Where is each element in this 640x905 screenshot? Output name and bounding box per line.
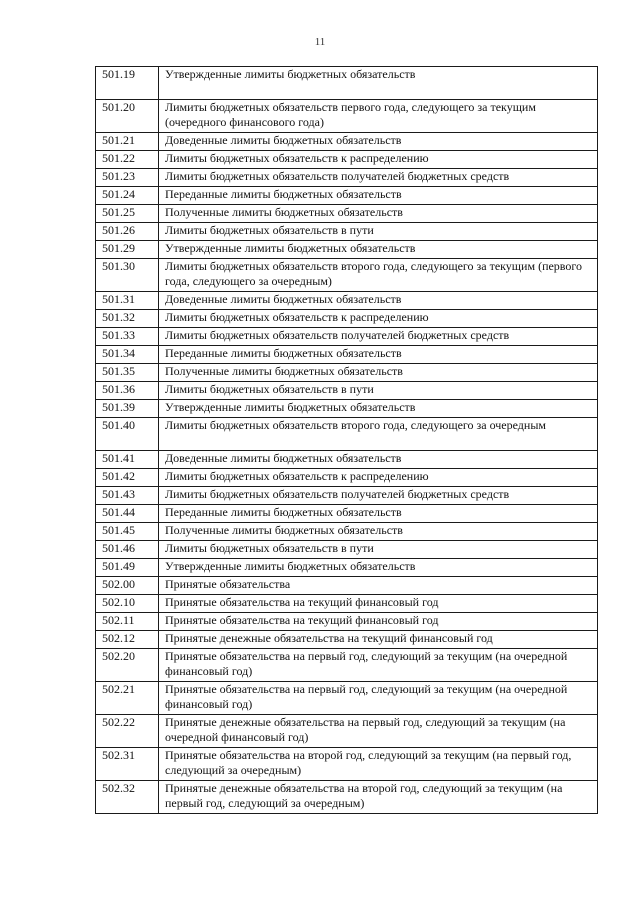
table-row [96,223,598,241]
account-code: 502.21 [96,682,159,715]
account-description: Принятые обязательства [159,577,598,595]
account-description: Лимиты бюджетных обязательств в пути [159,541,598,559]
table-row [96,241,598,259]
table-row [96,418,598,451]
table-row [96,187,598,205]
account-description: Принятые обязательства на первый год, следующий за текущим (на очередной финансовый год) [159,682,598,715]
table-row [96,541,598,559]
table-row [96,505,598,523]
account-code: 502.00 [96,577,159,595]
account-code: 502.31 [96,748,159,781]
account-code: 501.22 [96,151,159,169]
account-description: Утвержденные лимиты бюджетных обязательств [159,67,598,100]
table-row [96,613,598,631]
account-code: 501.42 [96,469,159,487]
account-code: 501.19 [96,67,159,100]
account-code: 501.49 [96,559,159,577]
account-description: Лимиты бюджетных обязательств получателей бюджетных средств [159,328,598,346]
table-row [96,67,598,100]
account-description: Лимиты бюджетных обязательств к распределению [159,310,598,328]
table-row [96,400,598,418]
account-code: 501.21 [96,133,159,151]
account-code: 501.31 [96,292,159,310]
account-code: 502.20 [96,649,159,682]
account-code: 501.43 [96,487,159,505]
table-row [96,151,598,169]
table-row [96,649,598,682]
table-row [96,577,598,595]
table-row [96,523,598,541]
table-row [96,292,598,310]
table-row [96,487,598,505]
table-row [96,328,598,346]
account-description: Лимиты бюджетных обязательств получателей бюджетных средств [159,487,598,505]
table-row [96,631,598,649]
account-code: 502.32 [96,781,159,814]
account-code: 501.24 [96,187,159,205]
account-code: 501.29 [96,241,159,259]
account-description: Переданные лимиты бюджетных обязательств [159,505,598,523]
account-code: 501.32 [96,310,159,328]
table-row [96,346,598,364]
account-description: Лимиты бюджетных обязательств к распределению [159,151,598,169]
account-description: Лимиты бюджетных обязательств второго года, следующего за очередным [159,418,598,451]
account-description: Полученные лимиты бюджетных обязательств [159,364,598,382]
table-row [96,682,598,715]
account-description: Принятые обязательства на текущий финансовый год [159,613,598,631]
page-number: 11 [314,36,326,48]
account-description: Утвержденные лимиты бюджетных обязательств [159,241,598,259]
account-description: Принятые денежные обязательства на текущий финансовый год [159,631,598,649]
account-code: 501.35 [96,364,159,382]
table-row [96,100,598,133]
account-code: 501.30 [96,259,159,292]
table-row [96,451,598,469]
table-row [96,595,598,613]
account-code: 502.11 [96,613,159,631]
account-description: Лимиты бюджетных обязательств в пути [159,382,598,400]
table-row [96,469,598,487]
account-description: Лимиты бюджетных обязательств в пути [159,223,598,241]
account-code: 501.20 [96,100,159,133]
account-code: 501.46 [96,541,159,559]
table-row [96,715,598,748]
account-description: Полученные лимиты бюджетных обязательств [159,523,598,541]
account-description: Лимиты бюджетных обязательств первого года, следующего за текущим (очередного финансового года) [159,100,598,133]
account-code: 501.41 [96,451,159,469]
table-row [96,781,598,814]
accounts-table-body [96,67,598,814]
table-row [96,205,598,223]
account-description: Лимиты бюджетных обязательств получателей бюджетных средств [159,169,598,187]
table-row [96,310,598,328]
account-code: 501.45 [96,523,159,541]
account-code: 502.10 [96,595,159,613]
account-description: Принятые обязательства на первый год, следующий за текущим (на очередной финансовый год) [159,649,598,682]
account-description: Лимиты бюджетных обязательств второго года, следующего за текущим (первого года, следующего за очередным) [159,259,598,292]
account-description: Переданные лимиты бюджетных обязательств [159,187,598,205]
account-description: Лимиты бюджетных обязательств к распределению [159,469,598,487]
table-row [96,364,598,382]
account-description: Переданные лимиты бюджетных обязательств [159,346,598,364]
account-code: 501.26 [96,223,159,241]
account-code: 501.39 [96,400,159,418]
account-code: 501.23 [96,169,159,187]
account-code: 501.40 [96,418,159,451]
account-description: Доведенные лимиты бюджетных обязательств [159,133,598,151]
account-description: Принятые денежные обязательства на второй год, следующий за текущим (на первый год, следующий за очередным) [159,781,598,814]
account-description: Утвержденные лимиты бюджетных обязательств [159,400,598,418]
table-row [96,748,598,781]
account-code: 501.34 [96,346,159,364]
account-description: Принятые обязательства на второй год, следующий за текущим (на первый год, следующий за очередным) [159,748,598,781]
account-code: 501.33 [96,328,159,346]
account-code: 501.25 [96,205,159,223]
table-row [96,133,598,151]
table-row [96,559,598,577]
account-description: Принятые обязательства на текущий финансовый год [159,595,598,613]
account-code: 501.44 [96,505,159,523]
account-code: 502.22 [96,715,159,748]
account-description: Принятые денежные обязательства на первый год, следующий за текущим (на очередной финансовый год) [159,715,598,748]
table-row [96,169,598,187]
account-code: 502.12 [96,631,159,649]
account-description: Доведенные лимиты бюджетных обязательств [159,292,598,310]
table-row [96,259,598,292]
account-code: 501.36 [96,382,159,400]
accounts-table [95,66,598,814]
table-row [96,382,598,400]
account-description: Утвержденные лимиты бюджетных обязательств [159,559,598,577]
account-description: Полученные лимиты бюджетных обязательств [159,205,598,223]
account-description: Доведенные лимиты бюджетных обязательств [159,451,598,469]
